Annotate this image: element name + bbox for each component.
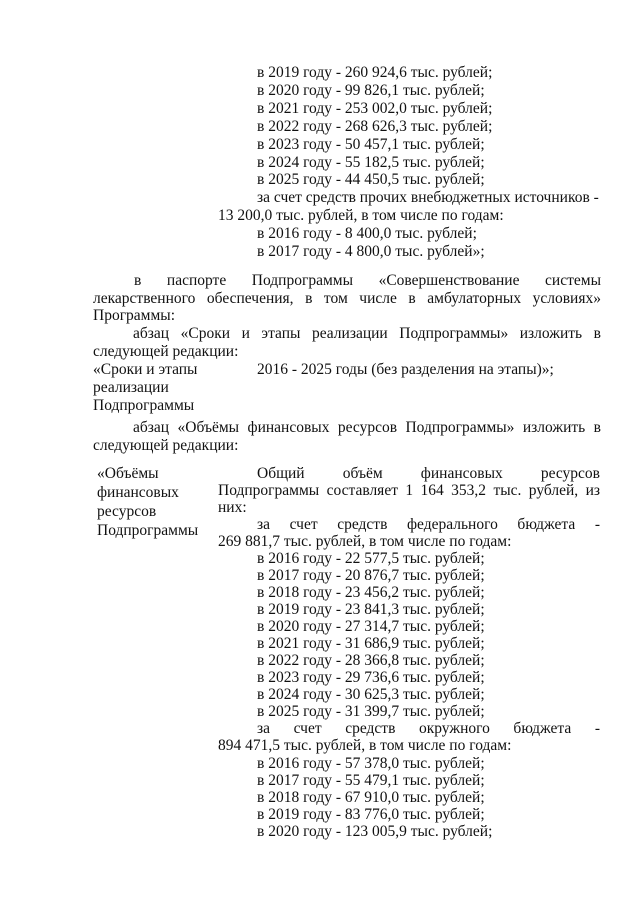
volume-paragraph: абзац «Объёмы финансовых ресурсов Подпрограммы» изложить в — [133, 419, 601, 436]
year-line: в 2016 году - 8 400,0 тыс. рублей; — [257, 225, 477, 242]
year-line: в 2025 году - 31 399,7 тыс. рублей; — [257, 703, 485, 720]
total-line: Общий объём финансовых ресурсов — [257, 465, 600, 482]
total-line: Подпрограммы составляет 1 164 353,2 тыс. рублей, из — [218, 482, 600, 499]
year-line: в 2020 году - 27 314,7 тыс. рублей; — [257, 618, 485, 635]
other-sources-line: за счет средств прочих внебюджетных источников - — [257, 189, 599, 206]
year-line: в 2019 году - 260 924,6 тыс. рублей; — [257, 64, 493, 81]
volume-label: финансовых — [97, 484, 179, 501]
year-line: в 2022 году - 268 626,3 тыс. рублей; — [257, 118, 493, 135]
federal-total: 269 881,7 тыс. рублей, в том числе по годам: — [218, 533, 512, 550]
year-line: в 2023 году - 29 736,6 тыс. рублей; — [257, 669, 485, 686]
year-line: в 2016 году - 57 378,0 тыс. рублей; — [257, 755, 485, 772]
volume-label: «Объёмы — [97, 465, 159, 482]
passport-line: в паспорте Подпрограммы «Совершенствование системы — [134, 272, 601, 289]
year-line: в 2024 году - 30 625,3 тыс. рублей; — [257, 686, 485, 703]
year-line: в 2024 году - 55 182,5 тыс. рублей; — [257, 154, 485, 171]
year-line: в 2020 году - 99 826,1 тыс. рублей; — [257, 82, 485, 99]
passport-line: лекарственного обеспечения, в том числе в амбулаторных условиях» — [93, 290, 601, 307]
year-line: в 2018 году - 67 910,0 тыс. рублей; — [257, 789, 485, 806]
total-line: них: — [218, 499, 247, 516]
year-line: в 2018 году - 23 456,2 тыс. рублей; — [257, 584, 485, 601]
district-line: за счет средств окружного бюджета - — [257, 720, 600, 737]
year-line: в 2023 году - 50 457,1 тыс. рублей; — [257, 136, 485, 153]
district-total: 894 471,5 тыс. рублей, в том числе по годам: — [218, 737, 512, 754]
year-line: в 2016 году - 22 577,5 тыс. рублей; — [257, 550, 485, 567]
terms-paragraph: следующей редакции: — [93, 343, 239, 360]
year-line: в 2017 году - 4 800,0 тыс. рублей»; — [257, 243, 485, 260]
federal-line: за счет средств федерального бюджета - — [257, 516, 600, 533]
volume-paragraph: следующей редакции: — [93, 437, 239, 454]
terms-label: «Сроки и этапы — [93, 361, 198, 378]
year-line: в 2020 году - 123 005,9 тыс. рублей; — [257, 823, 493, 840]
terms-paragraph: абзац «Сроки и этапы реализации Подпрограммы» изложить в — [133, 325, 601, 342]
terms-label: Подпрограммы — [93, 397, 195, 414]
year-line: в 2021 году - 253 002,0 тыс. рублей; — [257, 100, 493, 117]
passport-line: Программы: — [93, 307, 176, 324]
other-sources-total: 13 200,0 тыс. рублей, в том числе по годам: — [218, 207, 504, 224]
volume-label: Подпрограммы — [97, 522, 199, 539]
year-line: в 2022 году - 28 366,8 тыс. рублей; — [257, 652, 485, 669]
year-line: в 2017 году - 55 479,1 тыс. рублей; — [257, 772, 485, 789]
terms-label: реализации — [93, 379, 169, 396]
year-line: в 2019 году - 23 841,3 тыс. рублей; — [257, 601, 485, 618]
year-line: в 2019 году - 83 776,0 тыс. рублей; — [257, 806, 485, 823]
year-line: в 2017 году - 20 876,7 тыс. рублей; — [257, 567, 485, 584]
volume-label: ресурсов — [97, 503, 157, 520]
year-line: в 2025 году - 44 450,5 тыс. рублей; — [257, 171, 485, 188]
terms-value: 2016 - 2025 годы (без разделения на этапы)»; — [257, 361, 554, 378]
year-line: в 2021 году - 31 686,9 тыс. рублей; — [257, 635, 485, 652]
